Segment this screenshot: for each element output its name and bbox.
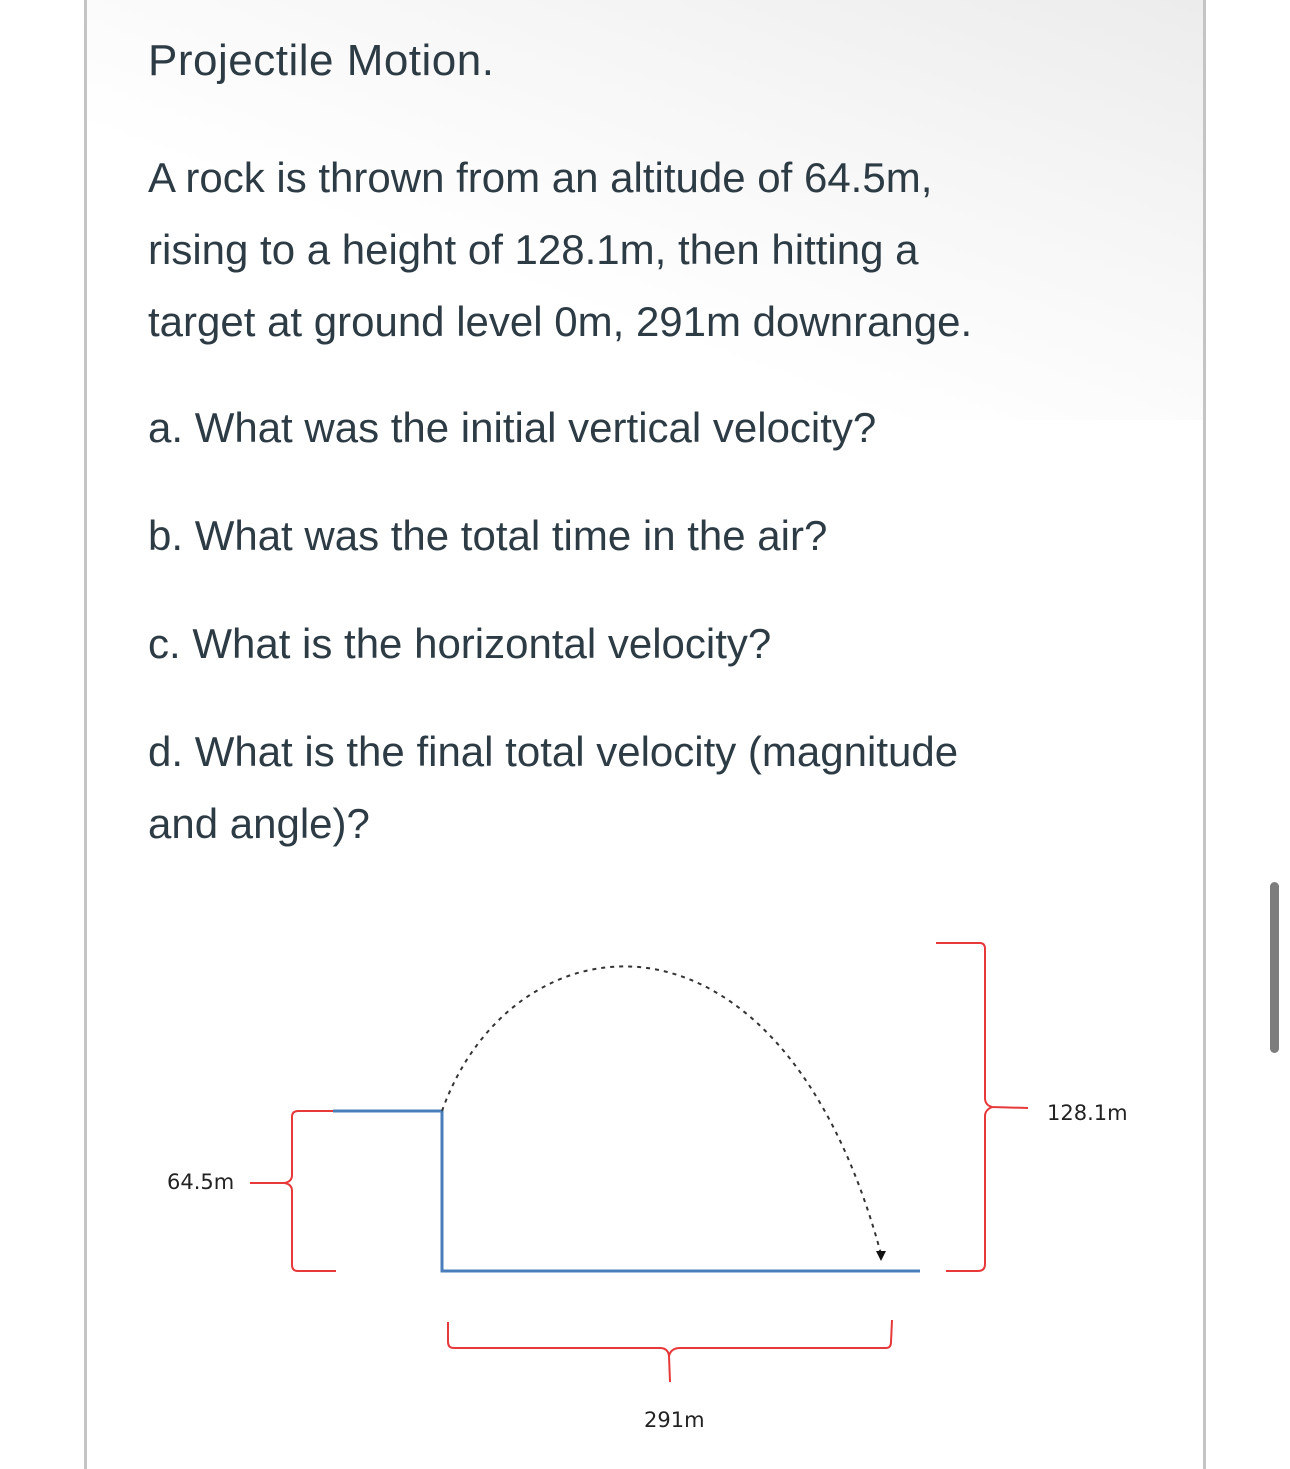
range-label: 291m (644, 1408, 705, 1432)
content-border-right (1203, 0, 1206, 1469)
max-height-brace (936, 943, 1028, 1271)
impact-arrowhead (876, 1251, 886, 1261)
problem-line-1: A rock is thrown from an altitude of 64.5m, (148, 154, 933, 201)
question-content (148, 30, 1188, 860)
question-d-line-1: d. What is the final total velocity (magnitude (148, 728, 959, 775)
content-border-left (84, 0, 87, 1469)
problem-line-3: target at ground level 0m, 291m downrange. (148, 298, 973, 345)
question-d (148, 716, 1188, 860)
page-title: Projectile Motion. (148, 36, 495, 85)
scrollbar-thumb[interactable] (1270, 882, 1279, 1053)
question-a: a. What was the initial vertical velocity? (148, 404, 877, 451)
launch-height-label: 64.5m (167, 1170, 235, 1194)
question-d-line-2: and angle)? (148, 800, 370, 847)
projectile-diagram-svg (140, 930, 1160, 1440)
range-brace (448, 1320, 892, 1382)
max-height-label: 128.1m (1047, 1101, 1128, 1125)
problem-statement (148, 142, 1188, 358)
question-b: b. What was the total time in the air? (148, 512, 828, 559)
launch-height-brace (250, 1111, 336, 1271)
trajectory-path (442, 966, 881, 1254)
problem-line-2: rising to a height of 128.1m, then hitting a (148, 226, 919, 273)
cliff-top-line (333, 1111, 920, 1271)
projectile-diagram (140, 930, 1160, 1440)
question-c: c. What is the horizontal velocity? (148, 620, 772, 667)
